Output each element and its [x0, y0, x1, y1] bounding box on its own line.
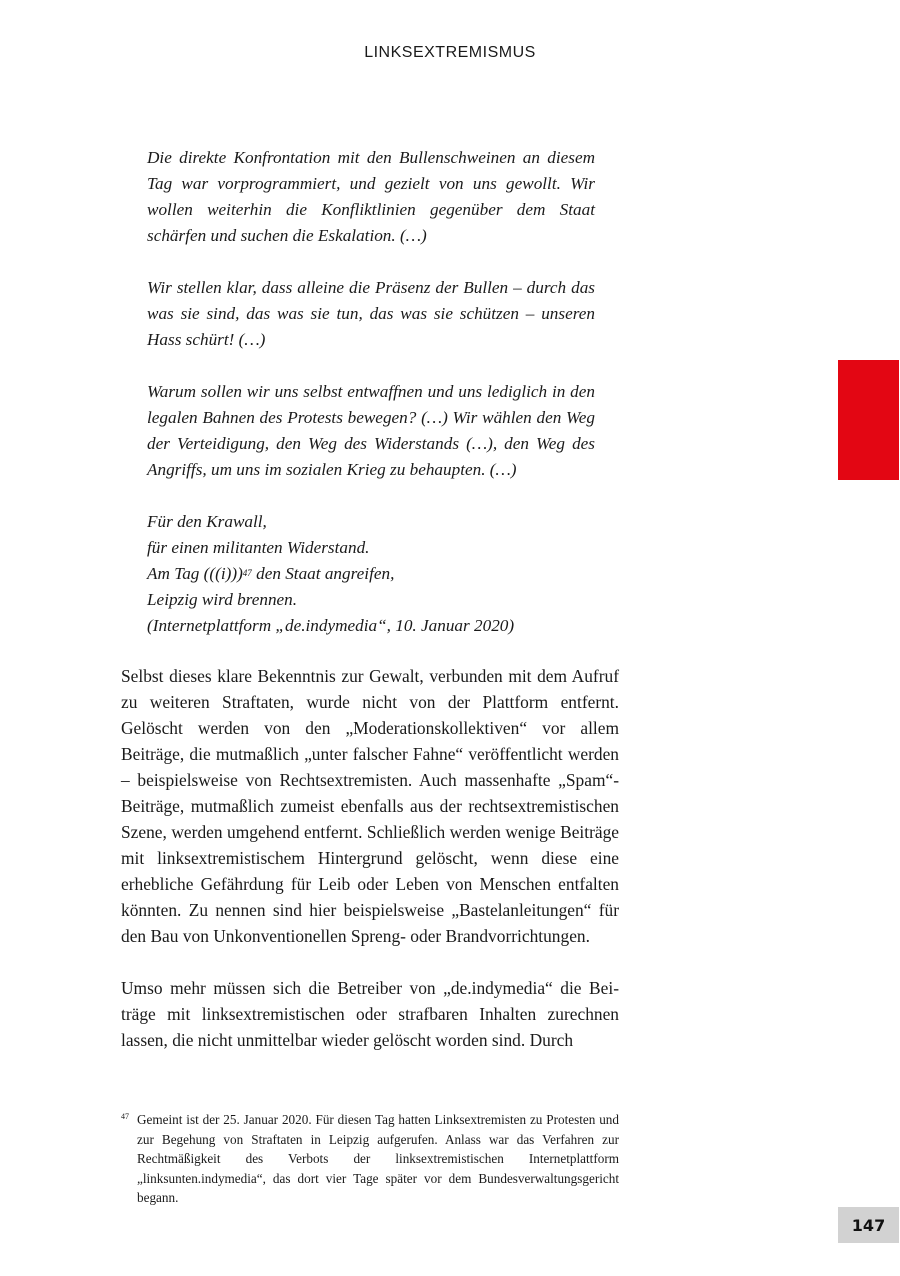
quote-verse	[147, 509, 595, 639]
verse-line: Leipzig wird brennen.	[147, 590, 298, 609]
footnote	[121, 1110, 619, 1208]
body-text	[121, 663, 619, 1079]
footnote-reference[interactable]: 47	[242, 568, 252, 578]
body-paragraph: Umso mehr müssen sich die Betreiber von „de.indymedia“ die Beiträge mit linksextremistischen oder strafbaren Inhalten zurechnen lassen, die nicht unmittelbar wieder gelöscht worden sind. Durch	[121, 978, 619, 1050]
verse-line	[147, 561, 595, 587]
footnote-text: Gemeint ist der 25. Januar 2020. Für diesen Tag hatten Linksextremisten zu Protesten und zur Begehung von Straftaten in Leipzig aufgerufen. Anlass war das Verfahren zur Rechtmäßigkeit des Verbots der linksextremistischen Internetplattform „linksunten.indymedia“, das dort vier Tage später vor dem Bundesverwaltungsgericht begann.	[137, 1112, 619, 1205]
chapter-thumb-tab	[838, 360, 899, 480]
quote-paragraph: Wir stellen klar, dass alleine die Präsenz der Bullen – durch das was sie sind, das was sie tun, das was sie schützen – unseren Hass schürt! (…)	[147, 278, 595, 349]
verse-line: für einen militanten Widerstand.	[147, 538, 370, 557]
running-head: LINKSEXTREMISMUS	[364, 44, 536, 61]
body-paragraph: Selbst dieses klare Bekenntnis zur Gewalt, verbunden mit dem Aufruf zu weiteren Straftaten, wurde nicht von der Plattform entfernt. Gelöscht werden von den „Moderationskollektiven“ vor allem Beiträge, die mutmaßlich „unter falscher Fahne“ veröffentlicht werden – beispielsweise von Rechtsextremisten. Auch massenhafte „Spam“-Beiträge, mutmaßlich zumeist ebenfalls aus der rechtsextremistischen Szene, werden umgehend entfernt. Schließlich werden wenige Beiträge mit linksextremistischem Hintergrund gelöscht, wenn diese eine erhebliche Gefährdung für Leib oder Leben von Menschen entfalten könnten. Zu nennen sind hier beispielsweise „Bastelanleitungen“ für den Bau von Unkonventionellen Spreng- oder Brandvorrichtungen.	[121, 666, 619, 946]
verse-line-text: den Staat angreifen,	[251, 564, 395, 583]
verse-line-text: Am Tag (((i)))	[147, 564, 243, 583]
quote-source: (Internetplattform „de.indymedia“, 10. Januar 2020)	[147, 616, 515, 635]
page-number: 147	[838, 1207, 899, 1243]
verse-line: Für den Krawall,	[147, 512, 267, 531]
quote-paragraph: Warum sollen wir uns selbst entwaffnen und uns lediglich in den legalen Bahnen des Protests bewegen? (…) Wir wählen den Weg der Verteidigung, den Weg des Widerstands (…), den Weg des Angriffs, um uns im sozialen Krieg zu behaupten. (…)	[147, 382, 595, 479]
footnote-number: 47	[121, 1112, 129, 1121]
block-quote	[147, 145, 595, 639]
quote-paragraph: Die direkte Konfrontation mit den Bullenschweinen an diesem Tag war vorprogrammiert, und gezielt von uns gewollt. Wir wollen weiterhin die Konfliktlinien gegenüber dem Staat schärfen und suchen die Eskalation. (…)	[147, 148, 595, 245]
